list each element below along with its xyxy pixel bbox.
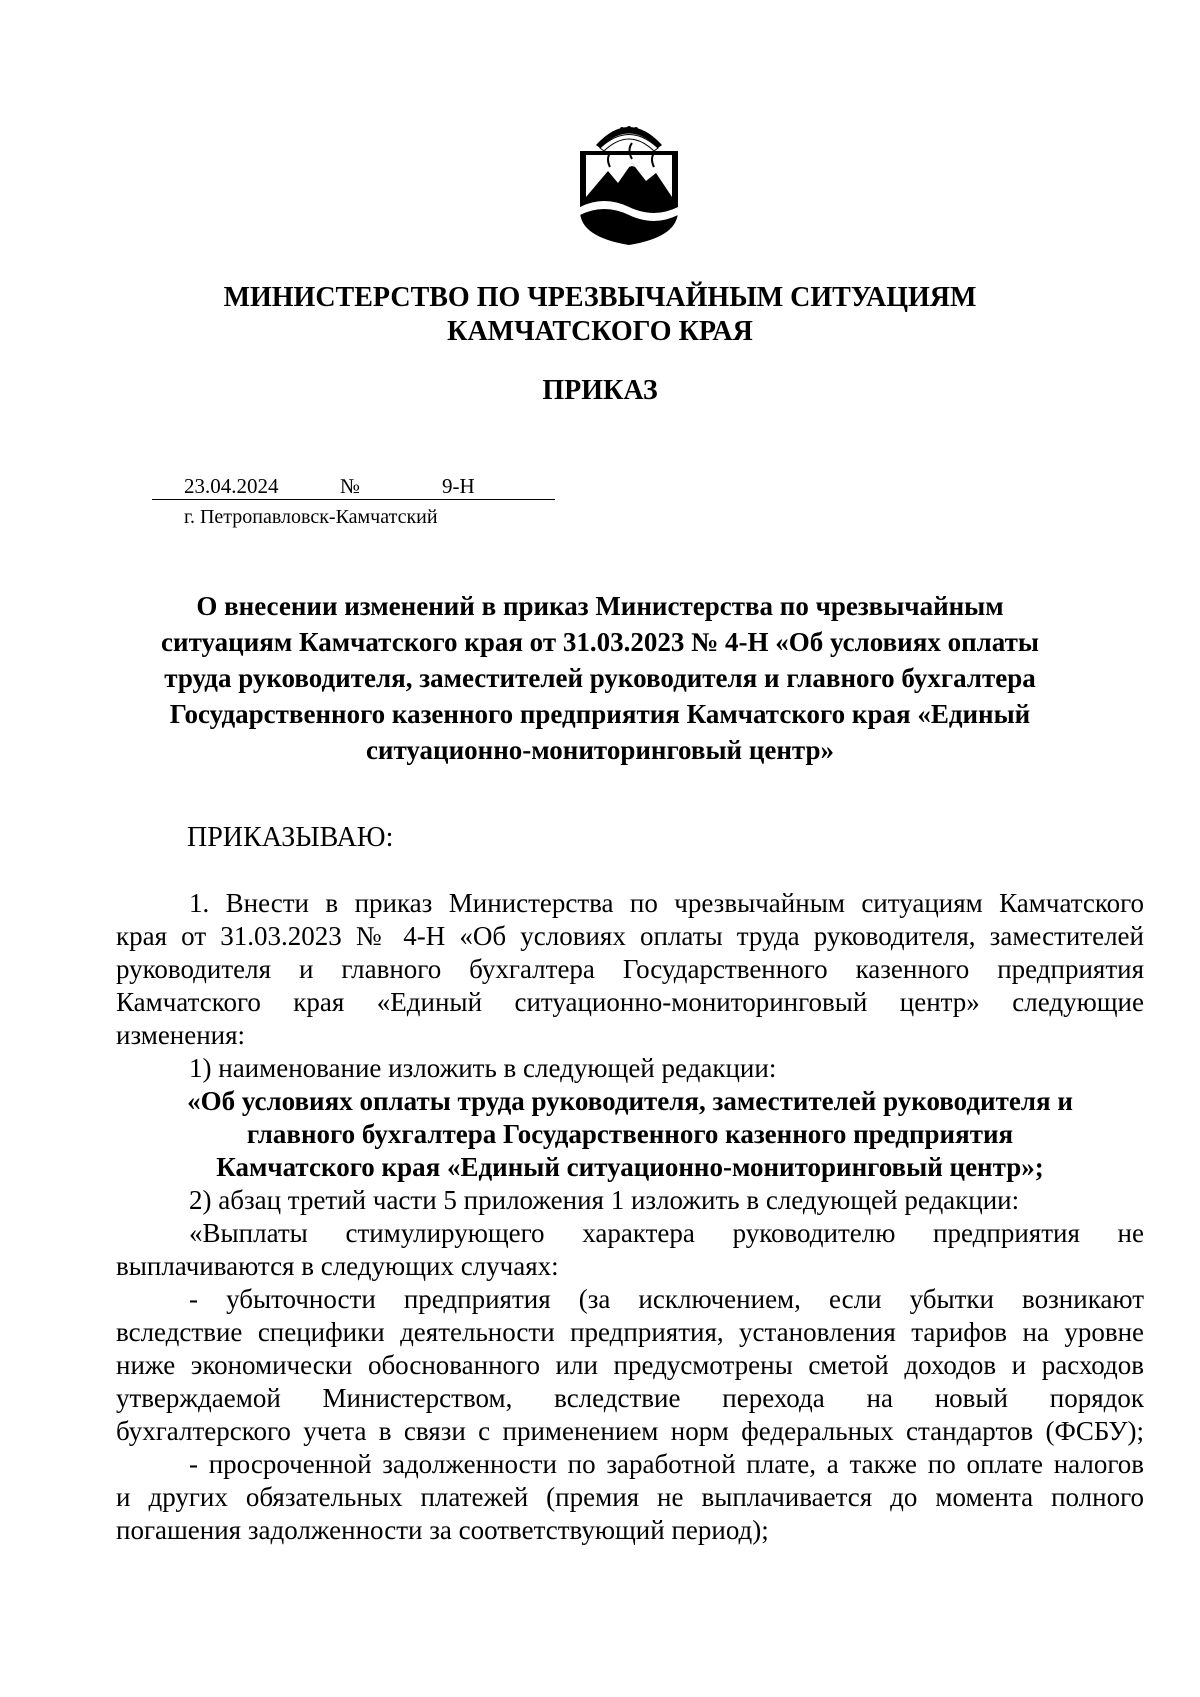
- date-number-underline: [152, 499, 555, 500]
- body-line: вследствие специфики деятельности предприятия, установления тарифов на уровне: [116, 1317, 1144, 1347]
- number-sign: №: [340, 474, 361, 498]
- ministry-name-line2: КАМЧАТСКОГО КРАЯ: [447, 316, 753, 347]
- body-line: 1. Внести в приказ Министерства по чрезвычайным ситуациям Камчатского: [189, 888, 1144, 918]
- order-directive: ПРИКАЗЫВАЮ:: [187, 822, 394, 853]
- new-title-line: «Об условиях оплаты труда руководителя, заместителей руководителя и: [187, 1086, 1073, 1116]
- document-type: ПРИКАЗ: [542, 375, 658, 406]
- title-line: труда руководителя, заместителей руководителя и главного бухгалтера: [164, 663, 1036, 693]
- body-line: погашения задолженности за соответствующий период);: [116, 1515, 769, 1545]
- body-line: утверждаемой Министерством, вследствие перехода на новый порядок: [116, 1383, 1144, 1413]
- body-line: - убыточности предприятия (за исключением, если убытки возникают: [189, 1284, 1144, 1314]
- new-title-line: главного бухгалтера Государственного казенного предприятия: [246, 1119, 1014, 1149]
- new-title-line: Камчатского края «Единый ситуационно-мониторинговый центр»;: [216, 1152, 1044, 1182]
- title-line: ситуационно-мониторинговый центр»: [365, 735, 835, 765]
- body-line: изменения:: [116, 1020, 246, 1050]
- body-line: края от 31.03.2023 № 4-Н «Об условиях оплаты труда руководителя, заместителей: [116, 921, 1144, 951]
- ministry-name-line1: МИНИСТЕРСТВО ПО ЧРЕЗВЫЧАЙНЫМ СИТУАЦИЯМ: [223, 282, 977, 313]
- body-line: руководителя и главного бухгалтера Государственного казенного предприятия: [116, 954, 1144, 984]
- body-line: и других обязательных платежей (премия не выплачивается до момента полного: [116, 1482, 1144, 1512]
- body-line: выплачиваются в следующих случаях:: [116, 1251, 559, 1281]
- body-line: Камчатского края «Единый ситуационно-мониторинговый центр» следующие: [116, 987, 1144, 1017]
- body-line: 2) абзац третий части 5 приложения 1 изложить в следующей редакции:: [189, 1185, 1020, 1215]
- body-line: 1) наименование изложить в следующей редакции:: [189, 1053, 777, 1083]
- document-date: 23.04.2024: [184, 474, 279, 498]
- title-line: ситуациям Камчатского края от 31.03.2023 № 4-Н «Об условиях оплаты: [161, 627, 1039, 657]
- title-line: Государственного казенного предприятия Камчатского края «Единый: [169, 699, 1031, 729]
- body-line: бухгалтерского учета в связи с применением норм федеральных стандартов (ФСБУ);: [116, 1416, 1144, 1446]
- document-city: г. Петропавловск-Камчатский: [184, 506, 438, 528]
- body-line: «Выплаты стимулирующего характера руководителю предприятия не: [189, 1218, 1144, 1248]
- coat-of-arms-icon: [574, 115, 684, 246]
- body-line: ниже экономически обоснованного или предусмотрены сметой доходов и расходов: [116, 1350, 1144, 1380]
- document-number: 9-Н: [442, 474, 475, 498]
- title-line: О внесении изменений в приказ Министерства по чрезвычайным: [196, 591, 1004, 621]
- body-line: - просроченной задолженности по заработной плате, а также по оплате налогов: [189, 1449, 1144, 1479]
